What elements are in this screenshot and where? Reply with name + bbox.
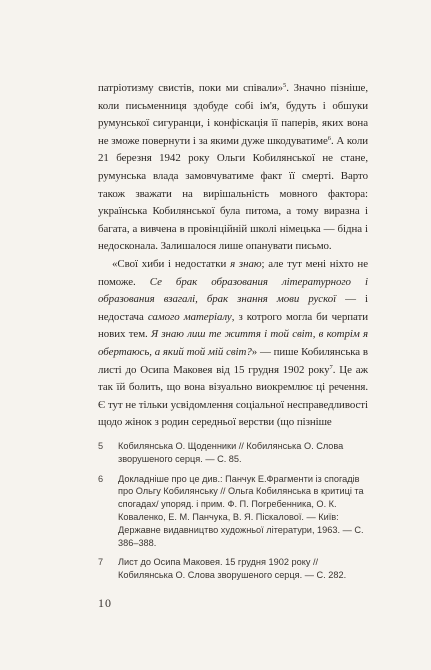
footnote-number: 5	[98, 441, 104, 451]
footnote-6	[98, 473, 370, 550]
paragraph-1	[98, 80, 368, 256]
paragraph-1-start: патріотизму свистів, поки ми співали»	[98, 82, 284, 94]
footnote-ref-6: 6	[327, 134, 331, 142]
quote-emphasis-2: Се брак образования літературного і образования взагалі, брак знання мови рускої	[98, 275, 368, 306]
main-text	[98, 80, 368, 432]
paragraph-1-middle: . Значно пізніше, коли письменниця здобуде собі ім'я, будуть і обшуки румунської сигуранци, і конфіскація її паперів, яких вона не зможе повернути і за якими дуже шкодуватиме	[98, 82, 369, 147]
quote-part-3: — і недостача	[98, 293, 368, 323]
quote-part-4: , з котрого могла би черпати нових тем.	[98, 310, 368, 341]
footnotes	[98, 440, 370, 589]
quote-emphasis-1: я знаю	[230, 257, 262, 270]
quote-emphasis-3: самого матеріалу	[147, 310, 232, 323]
paragraph-2	[98, 256, 368, 432]
quote-emphasis-4: Я знаю лиш те життя і той світ, в котрім я обертаюсь, а який той мій світ?	[98, 328, 368, 358]
quote-start: «Свої хиби і недостатки	[112, 257, 231, 270]
footnote-5	[98, 440, 370, 466]
footnote-text: Докладніше про це див.: Панчук Е.Фрагменти із спогадів про Ольгу Кобилянську // Ольга Кобилянська в критиці та спогадах/ упоряд. і прим. Ф. П. Погребенника, О. К. Коваленко, Е. М. Панчука, В. Я. Піскалової. — Київ: Державне видавництво художньої літератури, 1963. — С. 386–388.	[118, 473, 364, 548]
footnote-7	[98, 556, 370, 582]
page-number: 10	[98, 596, 112, 610]
paragraph-2-end: . Це аж так їй болить, що вона візуально виокремлює ці речення. Є тут не тільки усвідомлення соціальної несправедливості щодо жінок з родин середньої верстви (що пізніше	[98, 363, 368, 429]
footnote-text: Лист до Осипа Маковея. 15 грудня 1902 року // Кобилянська О. Слова зворушеного серця. — С. 282.	[118, 557, 347, 581]
quote-part-2: ; але тут мені ніхто не поможе.	[98, 257, 368, 288]
footnote-text: Кобилянська О. Щоденники // Кобилянська О. Слова зворушеного серця. — С. 85.	[118, 441, 344, 464]
quote-attribution: » — пише Кобилянська в листі до Осипа Маковея від 15 грудня 1902 року	[98, 345, 368, 376]
paragraph-1-end: . А коли 21 березня 1942 року Ольги Кобилянської не стане, румунська влада замовчуватиме факт її смерті. Варто також зважати на вирішальність мовного фактора: українська Кобилянської була питома, а тому виразна і багата, а вивчена в провінційній школі німецька — бідна і недосконала. Залишалося лише опанувати письмо.	[98, 134, 368, 253]
footnote-number: 7	[98, 557, 104, 568]
footnote-ref-5: 5	[283, 82, 287, 89]
footnote-number: 6	[98, 473, 104, 484]
footnote-ref-7: 7	[329, 363, 333, 371]
